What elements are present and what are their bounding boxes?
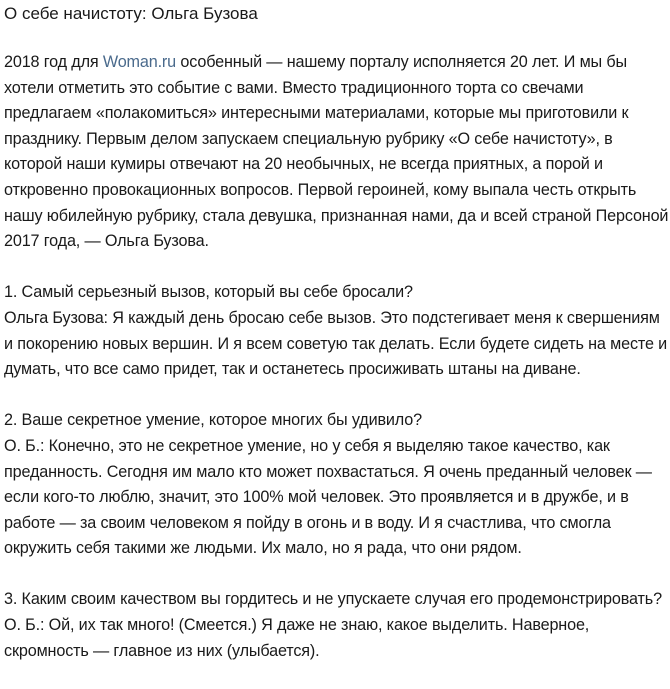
answer-2: О. Б.: Конечно, это не секретное умение, но у себя я выделяю такое качество, как преданность. Сегодня им мало кто может похвастаться. Я очень преданный человек — если кого-то люблю, значит, это 100% мой человек. Это проявляется и в дружбе, и в работе — за своим человеком я пойду в огонь и в воду. И я счастлива, что смогла окружить себя такими же людьми. Их мало, но я рада, что они рядом. — [4, 436, 652, 558]
question-2: 2. Ваше секретное умение, которое многих бы удивило? — [4, 411, 422, 430]
intro-paragraph — [4, 50, 670, 255]
article-title: О себе начистоту: Ольга Бузова — [4, 4, 258, 23]
question-3: 3. Каким своим качеством вы гордитесь и не упускаете случая его продемонстрировать? — [4, 590, 662, 609]
intro-text-start: 2018 год для — [4, 53, 103, 71]
woman-ru-link[interactable]: Woman.ru — [102, 53, 177, 71]
question-1: 1. Самый серьезный вызов, который вы себе бросали? — [4, 283, 413, 302]
answer-1: Ольга Бузова: Я каждый день бросаю себе вызов. Это подстегивает меня к свершениям и покорению новых вершин. И я всем советую так делать. Если будете сидеть на месте и думать, что все само придет, так и останетесь просиживать штаны на диване. — [4, 308, 668, 379]
intro-text-rest: особенный — нашему порталу исполняется 20 лет. И мы бы хотели отметить это событие с вами. Вместо традиционного торта со свечами предлагаем «полакомиться» интересными материалами, которые мы приготовили к празднику. Первым делом запускаем специальную рубрику «О себе начистоту», в которой наши кумиры отвечают на 20 необычных, не всегда приятных, а порой и откровенно провокационных вопросов. Первой героиней, кому выпала честь открыть нашу юбилейную рубрику, стала девушка, признанная нами, да и всей страной Персоной 2017 года, — Ольга Бузова. — [4, 53, 669, 251]
answer-3: О. Б.: Ой, их так много! (Смеется.) Я даже не знаю, какое выделить. Наверное, скромность — главное из них (улыбается). — [4, 616, 590, 660]
